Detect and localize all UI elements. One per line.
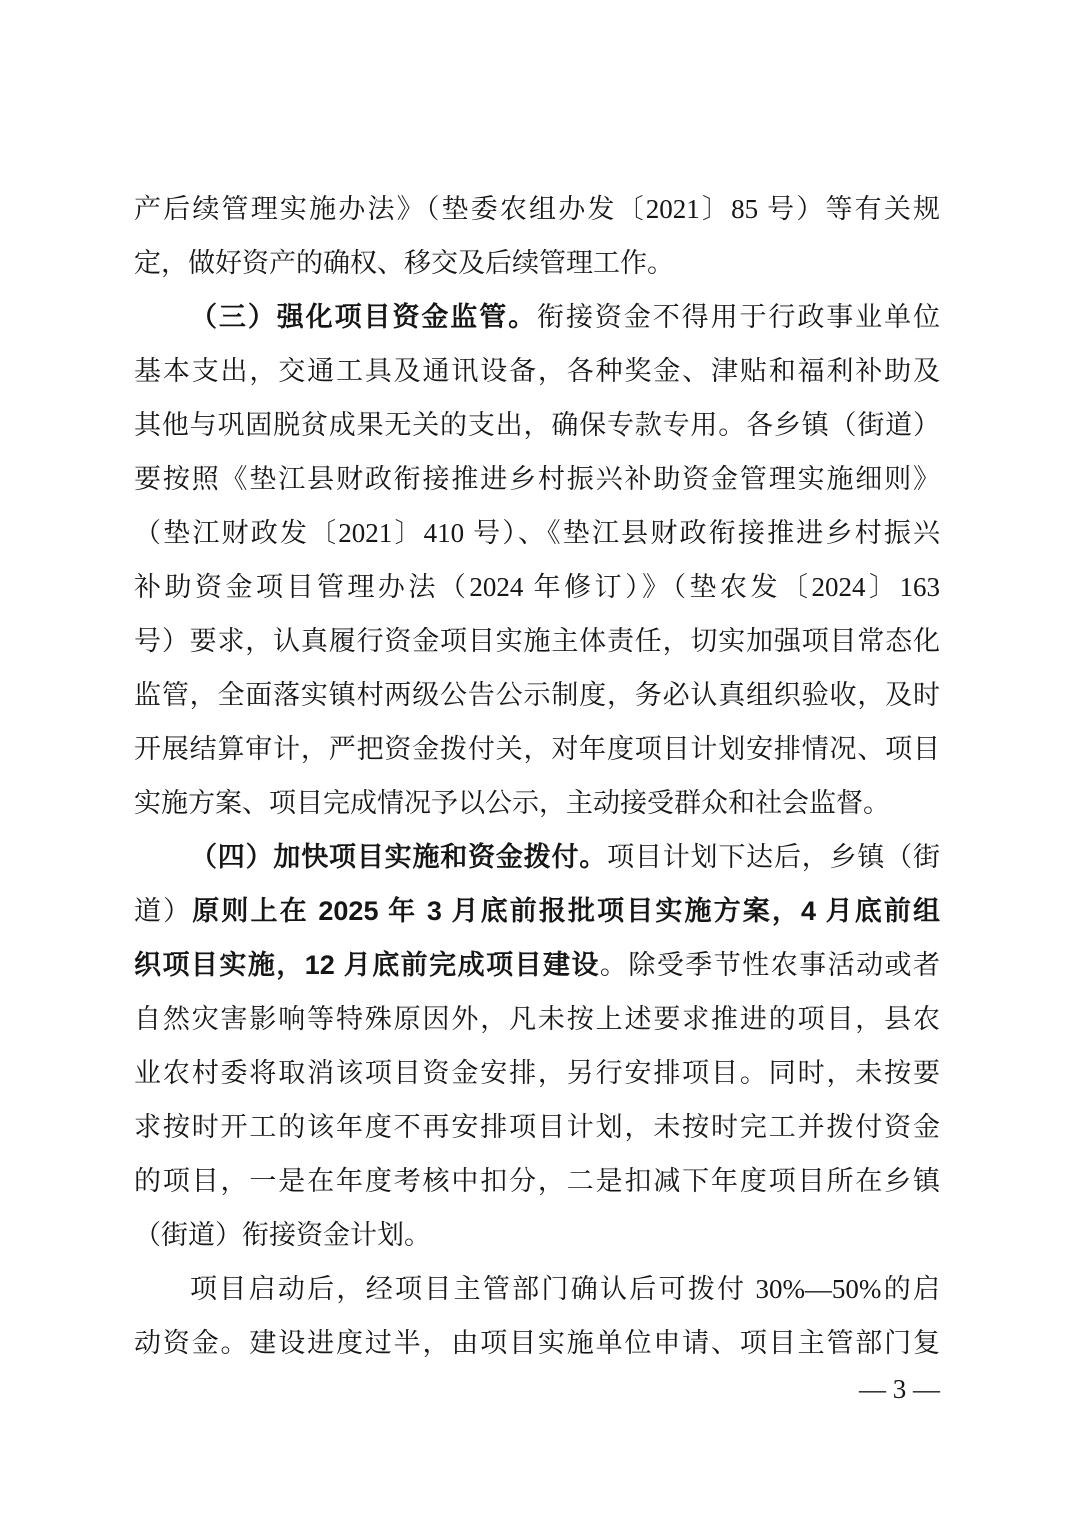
text-run: （三）强化项目资金监管。	[190, 302, 538, 332]
text-line	[134, 1100, 940, 1154]
text-line	[134, 290, 940, 344]
text-run: 产后续管理实施办法》（垫委农组办发〔2021〕85 号）等有关规	[134, 194, 940, 224]
document-body	[134, 182, 940, 1370]
text-run: 项目启动后，经项目主管部门确认后可拨付 30%—50%的启	[190, 1274, 940, 1304]
text-run: 道）	[134, 896, 193, 926]
text-line	[134, 1046, 940, 1100]
text-run: 求按时开工的该年度不再安排项目计划，未按时完工并拨付资金	[134, 1112, 940, 1142]
text-line	[134, 236, 940, 290]
text-run: 的项目，一是在年度考核中扣分，二是扣减下年度项目所在乡镇	[134, 1166, 940, 1196]
text-line	[134, 182, 940, 236]
text-run: （街道）衔接资金计划。	[134, 1220, 431, 1250]
text-run: 织项目实施，12 月底前完成项目建设	[134, 950, 600, 980]
text-run: 业农村委将取消该项目资金安排，另行安排项目。同时，未按要	[134, 1058, 940, 1088]
text-run: 基本支出，交通工具及通讯设备，各种奖金、津贴和福利补助及	[134, 356, 940, 386]
text-run: 原则上在 2025 年 3 月底前报批项目实施方案，4 月底前组	[192, 896, 940, 926]
text-line	[134, 992, 940, 1046]
text-line	[134, 398, 940, 452]
text-run: 项目计划下达后，乡镇（街	[607, 842, 940, 872]
text-run: 。除受季节性农事活动或者	[599, 950, 940, 980]
text-line	[134, 1208, 940, 1262]
text-run: 要按照《垫江县财政衔接推进乡村振兴补助资金管理实施细则》	[134, 464, 940, 494]
page-number: — 3 —	[859, 1374, 940, 1404]
text-line	[134, 1154, 940, 1208]
text-line	[134, 884, 940, 938]
text-run: （四）加快项目实施和资金拨付。	[190, 842, 608, 872]
text-line	[134, 830, 940, 884]
text-line	[134, 560, 940, 614]
text-run: 补助资金项目管理办法（2024 年修订）》（垫农发〔2024〕163	[134, 572, 940, 602]
text-line	[134, 776, 940, 830]
text-run: 动资金。建设进度过半，由项目实施单位申请、项目主管部门复	[134, 1328, 940, 1358]
text-run: 自然灾害影响等特殊原因外，凡未按上述要求推进的项目，县农	[134, 1004, 940, 1034]
text-run: 其他与巩固脱贫成果无关的支出，确保专款专用。各乡镇（街道）	[134, 410, 940, 440]
text-line	[134, 722, 940, 776]
text-line	[134, 344, 940, 398]
text-line	[134, 938, 940, 992]
text-line	[134, 1262, 940, 1316]
text-run: 号）要求，认真履行资金项目实施主体责任，切实加强项目常态化	[134, 626, 940, 656]
text-run: 衔接资金不得用于行政事业单位	[537, 302, 940, 332]
text-line	[134, 506, 940, 560]
text-line	[134, 614, 940, 668]
text-run: 定，做好资产的确权、移交及后续管理工作。	[134, 248, 674, 278]
text-run: （垫江财政发〔2021〕410 号）、《垫江县财政衔接推进乡村振兴	[134, 518, 940, 548]
text-line	[134, 1316, 940, 1370]
text-run: 实施方案、项目完成情况予以公示，主动接受群众和社会监督。	[134, 788, 890, 818]
text-run: 开展结算审计，严把资金拨付关，对年度项目计划安排情况、项目	[134, 734, 940, 764]
text-line	[134, 452, 940, 506]
text-run: 监管，全面落实镇村两级公告公示制度，务必认真组织验收，及时	[134, 680, 940, 710]
text-line	[134, 668, 940, 722]
